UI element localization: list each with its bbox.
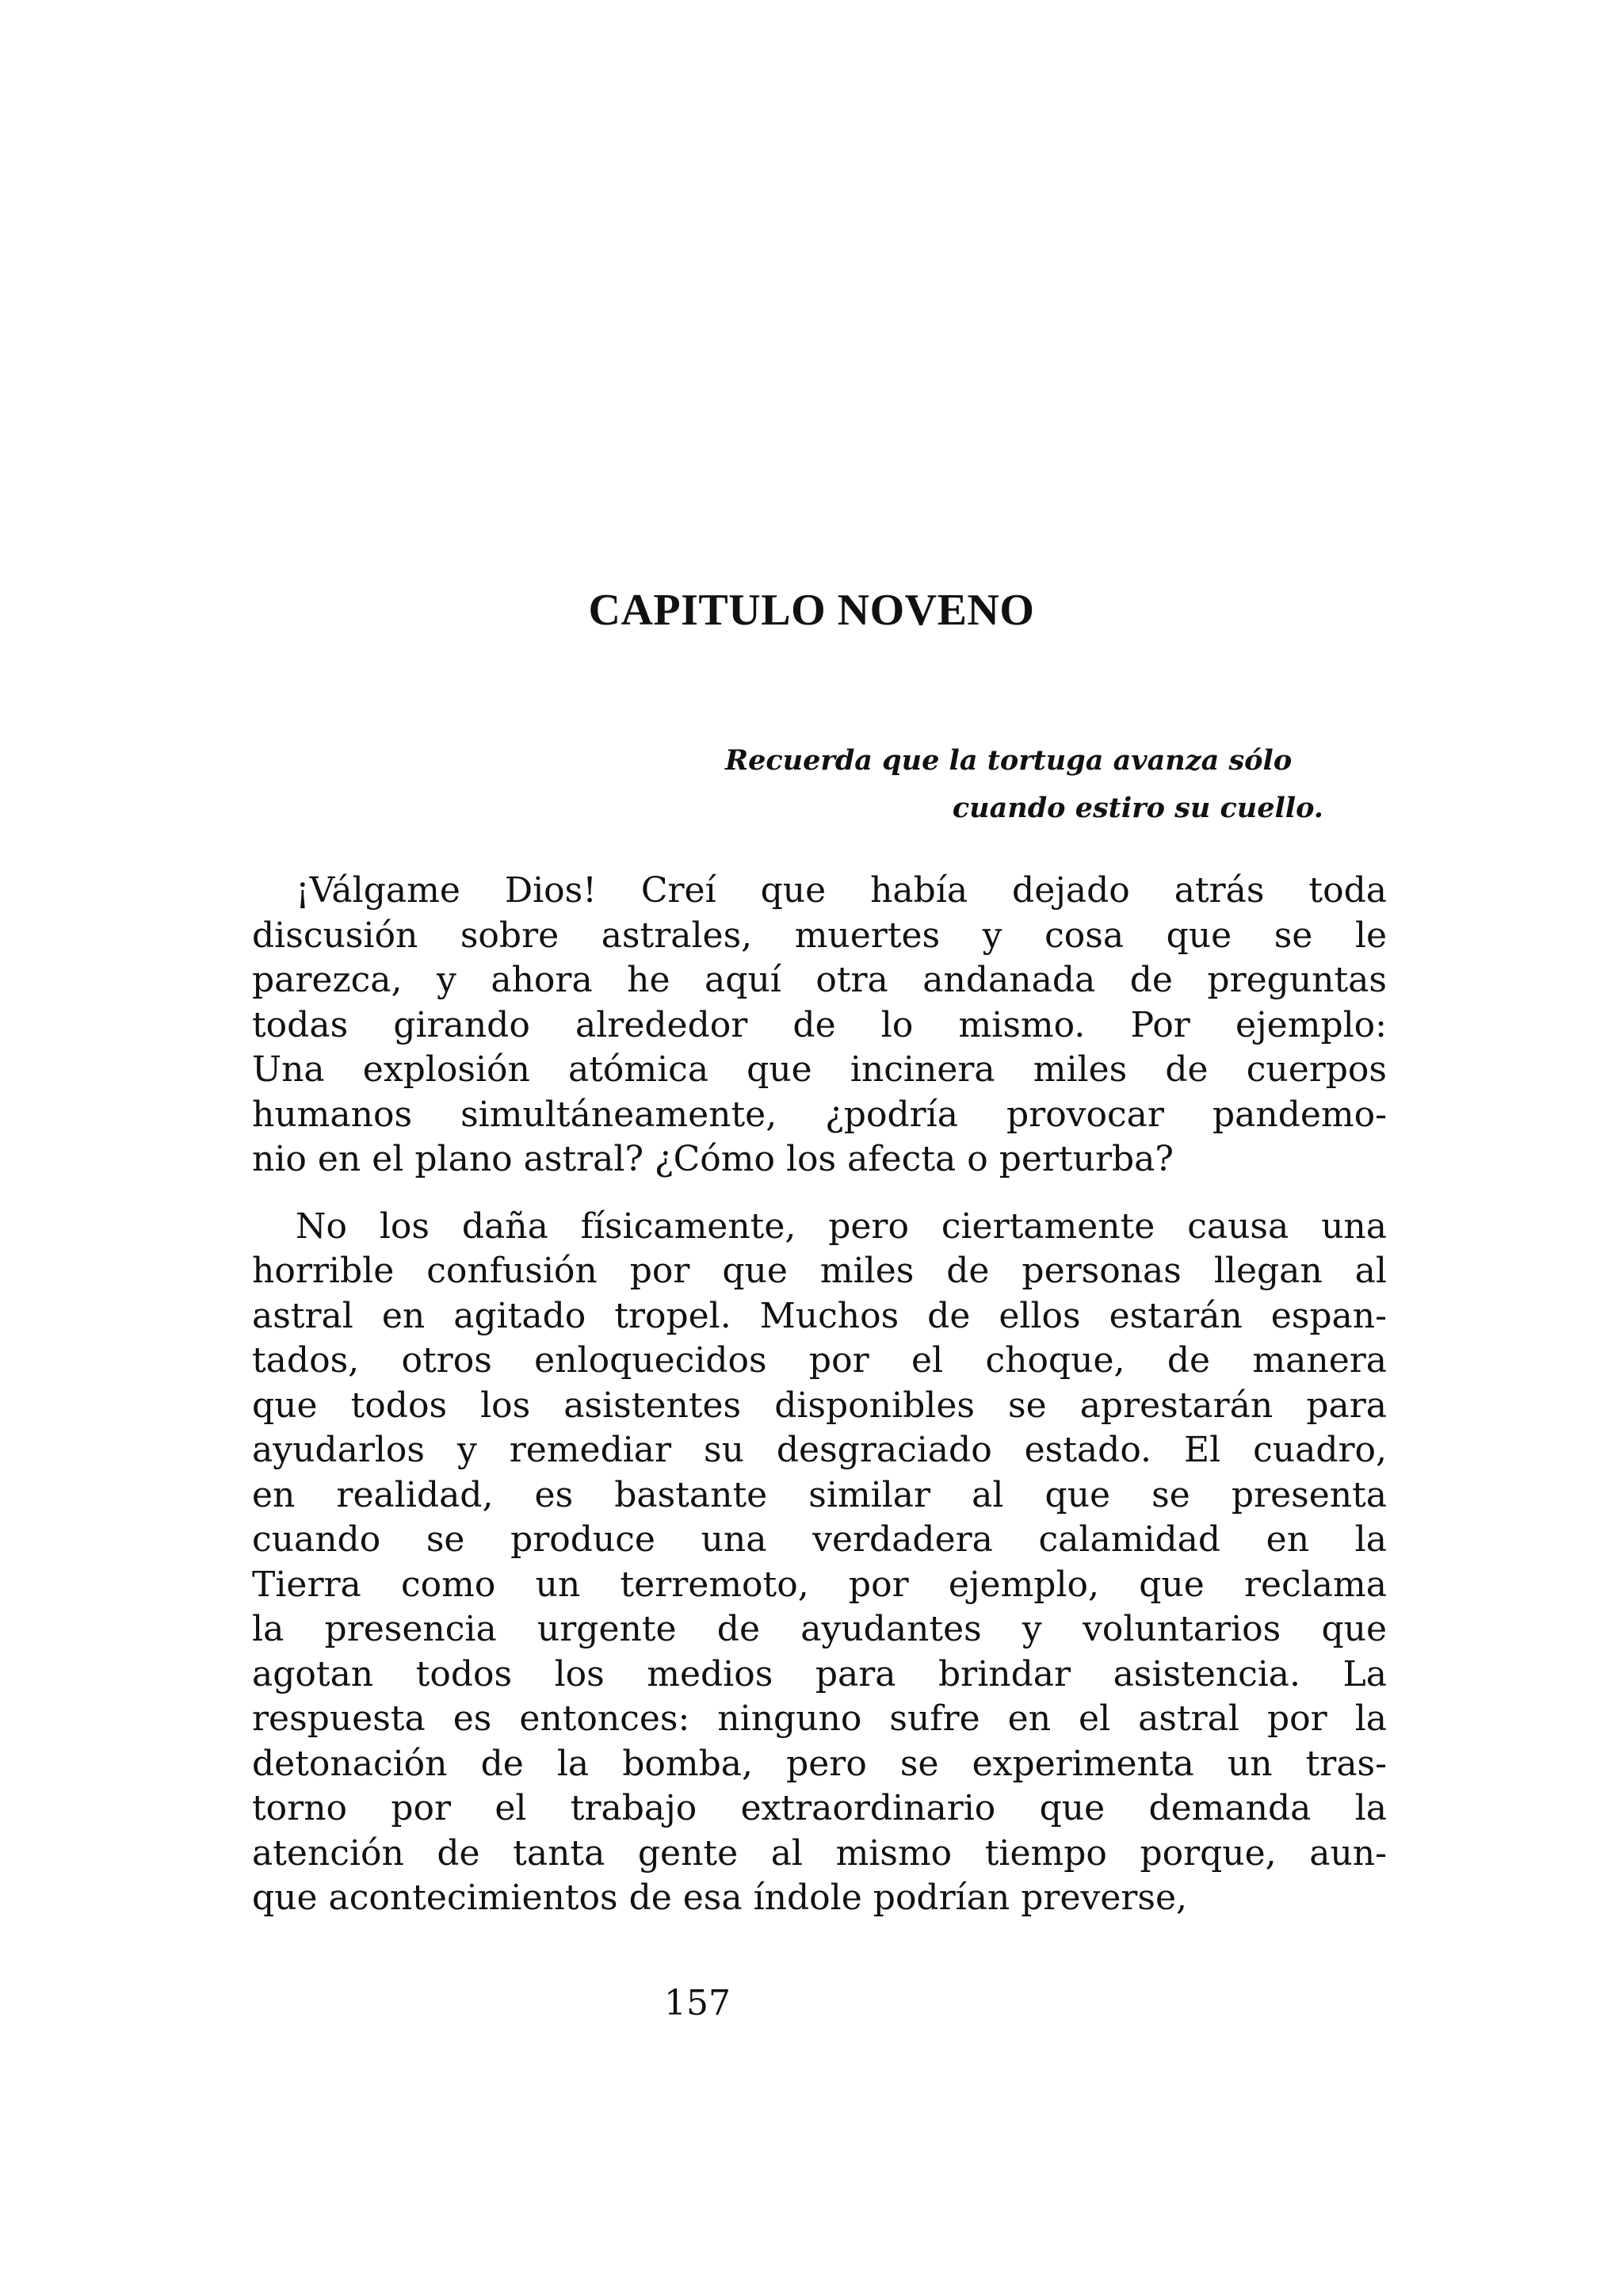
- paragraph-gap: [252, 1182, 1387, 1205]
- text-line: Una explosión atómica que incinera miles de cuerpos: [252, 1049, 1387, 1090]
- text-line: atención de tanta gente al mismo tiempo porque, aun-: [252, 1832, 1387, 1874]
- text-line: humanos simultáneamente, ¿podría provocar pandemo-: [252, 1094, 1387, 1135]
- page-number: 157: [664, 1983, 731, 2023]
- text-line: todas girando alrededor de lo mismo. Por ejemplo:: [252, 1004, 1387, 1045]
- text-line: tados, otros enloquecidos por el choque, de manera: [252, 1340, 1387, 1381]
- text-line: respuesta es entonces: ninguno sufre en el astral por la: [252, 1698, 1387, 1739]
- text-line: agotan todos los medios para brindar asistencia. La: [252, 1653, 1387, 1694]
- text-line: horrible confusión por que miles de personas llegan al: [252, 1251, 1387, 1291]
- text-line: nio en el plano astral? ¿Cómo los afecta o perturba?: [252, 1139, 1174, 1179]
- text-line: torno por el trabajo extraordinario que demanda la: [252, 1788, 1387, 1828]
- text-line: parezca, y ahora he aquí otra andanada de preguntas: [252, 960, 1387, 1000]
- text-line: ¡Válgame Dios! Creí que había dejado atrás toda: [296, 870, 1387, 911]
- text-line: Tierra como un terremoto, por ejemplo, que reclama: [252, 1564, 1387, 1605]
- text-line: en realidad, es bastante similar al que se presenta: [252, 1474, 1387, 1515]
- body-text: [252, 869, 1387, 1921]
- text-line: No los daña físicamente, pero ciertamente causa una: [296, 1205, 1387, 1247]
- text-line: cuando se produce una verdadera calamidad en la: [252, 1519, 1387, 1560]
- text-line: que acontecimientos de esa índole podrían preverse,: [252, 1878, 1188, 1918]
- text-line: la presencia urgente de ayudantes y voluntarios que: [252, 1609, 1387, 1649]
- text-line: ayudarlos y remediar su desgraciado estado. El cuadro,: [252, 1430, 1387, 1470]
- text-line: discusión sobre astrales, muertes y cosa que se le: [252, 915, 1387, 956]
- text-line: astral en agitado tropel. Muchos de ellos estarán espan-: [252, 1295, 1387, 1336]
- chapter-title: CAPITULO NOVENO: [588, 586, 1035, 635]
- epigraph: [682, 737, 1331, 832]
- text-line: detonación de la bomba, pero se experimenta un tras-: [252, 1743, 1387, 1784]
- paragraph: [252, 1205, 1387, 1921]
- epigraph-line: Recuerda que la tortuga avanza sólo: [725, 744, 1293, 777]
- epigraph-line: cuando estiro su cuello.: [952, 792, 1323, 824]
- text-line: que todos los asistentes disponibles se aprestarán para: [252, 1385, 1387, 1426]
- paragraph: [252, 869, 1387, 1182]
